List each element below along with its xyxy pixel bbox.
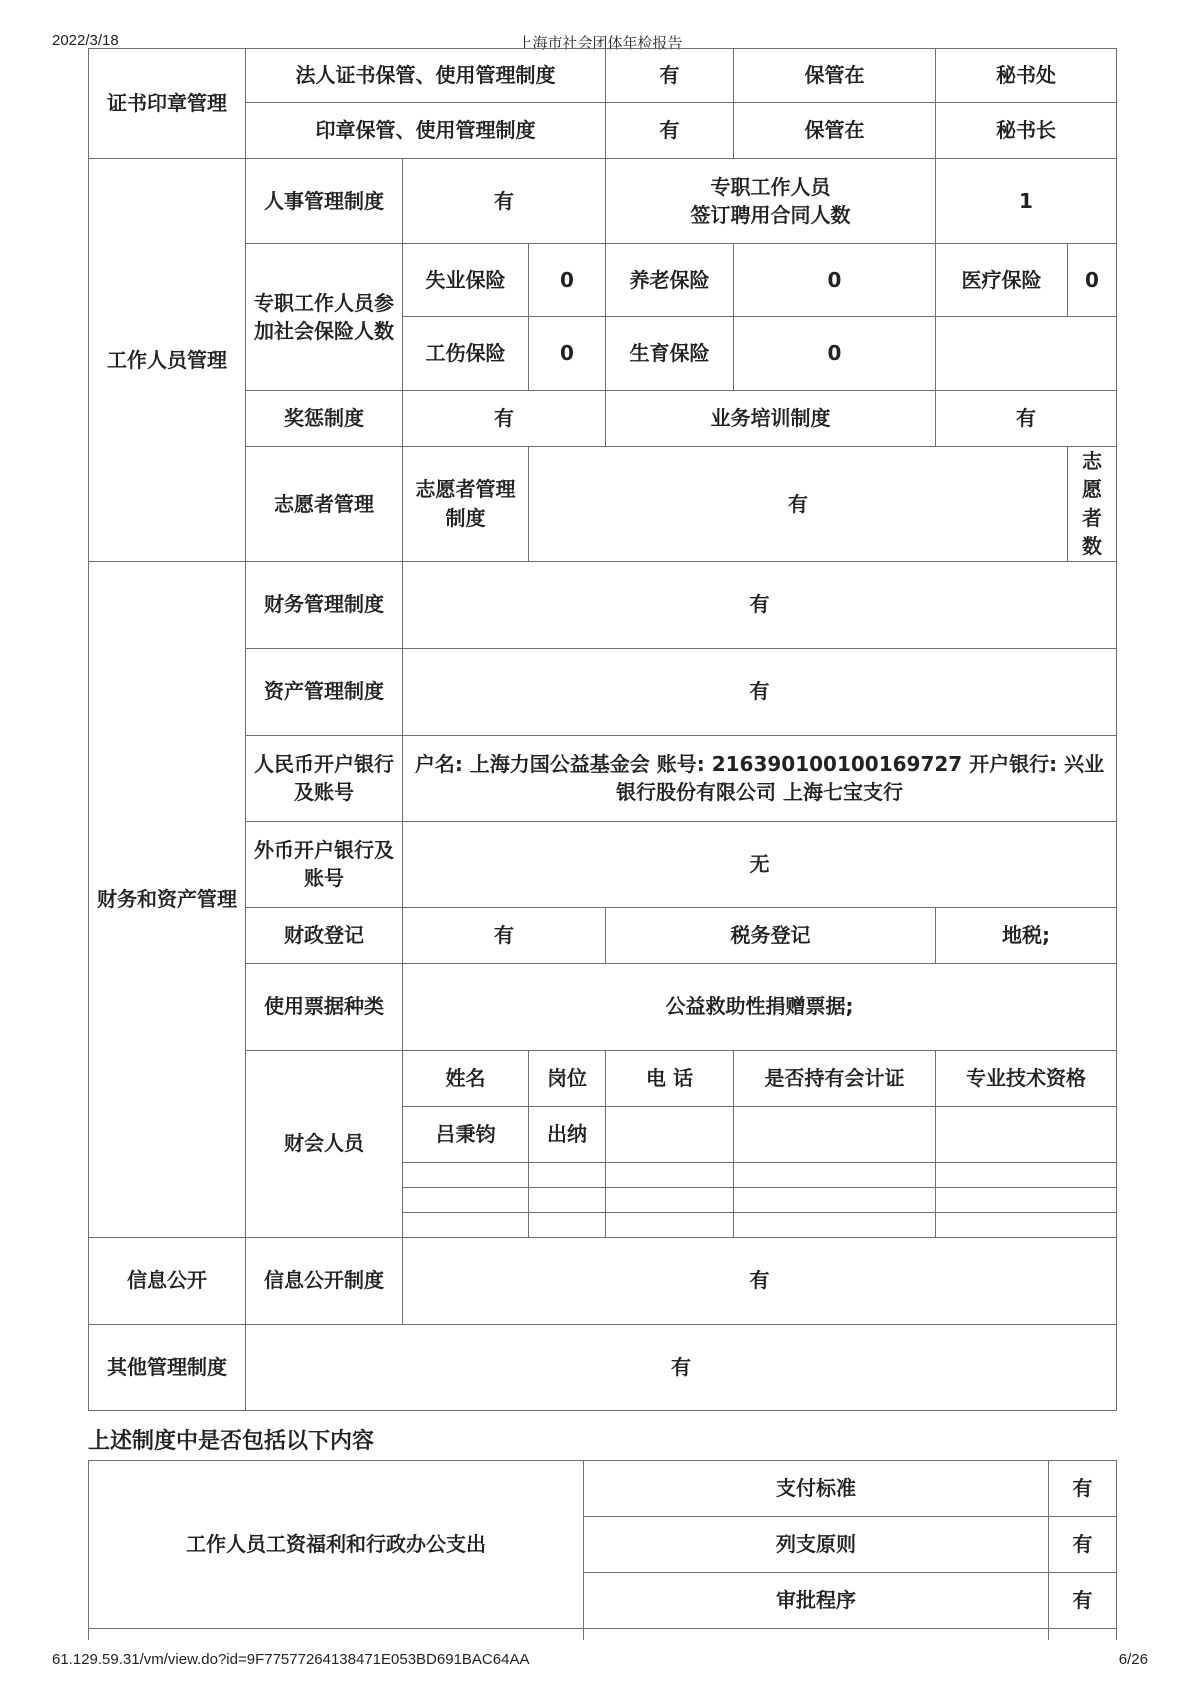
unemployment-insurance-value: 0	[529, 244, 606, 317]
receipt-type-value: 公益救助性捐赠票据;	[403, 963, 1117, 1050]
page-url: 61.129.59.31/vm/view.do?id=9F77577264138471E053BD691BAC64AA	[52, 1651, 530, 1668]
seal-keeper-cert: 秘书处	[936, 49, 1117, 103]
tax-registration-value: 地税;	[936, 907, 1117, 963]
contract-count-value: 1	[936, 159, 1117, 244]
payment-standard-label: 支付标准	[584, 1461, 1049, 1517]
staff-category: 工作人员管理	[89, 159, 246, 562]
disclosure-system-label: 信息公开制度	[246, 1237, 403, 1324]
accountant-label: 财会人员	[246, 1050, 403, 1237]
maternity-insurance-label: 生育保险	[606, 317, 734, 391]
empty-cell	[606, 1212, 734, 1237]
reward-system-label: 奖惩制度	[246, 391, 403, 447]
seal-item-cert: 法人证书保管、使用管理制度	[246, 49, 606, 103]
empty-cell	[606, 1187, 734, 1212]
asset-system-value: 有	[403, 648, 1117, 735]
empty-cell	[529, 1162, 606, 1187]
rmb-account-label: 人民币开户银行及账号	[246, 735, 403, 821]
disclosure-system-value: 有	[403, 1237, 1117, 1324]
contract-count-label	[606, 159, 936, 244]
unemployment-insurance-label: 失业保险	[403, 244, 529, 317]
management-table	[88, 48, 1117, 1411]
asset-system-label: 资产管理制度	[246, 648, 403, 735]
training-system-label: 业务培训制度	[606, 391, 936, 447]
volunteer-system-label: 志愿者管理制度	[403, 447, 529, 562]
accountant-header-qualification: 专业技术资格	[936, 1050, 1117, 1106]
approval-procedure-value: 有	[1049, 1573, 1117, 1629]
fx-account-value: 无	[403, 821, 1117, 907]
empty-cell	[606, 1162, 734, 1187]
empty-cell	[403, 1162, 529, 1187]
payment-standard-value: 有	[1049, 1461, 1117, 1517]
rmb-account-value: 户名: 上海力国公益基金会 账号: 216390100100169727 开户银行: 兴业银行股份有限公司 上海七宝支行	[403, 735, 1117, 821]
disbursement-principle-label: 列支原则	[584, 1517, 1049, 1573]
print-date: 2022/3/18	[52, 32, 119, 49]
other-system-value: 有	[246, 1324, 1117, 1410]
seal-keeper-stamp: 秘书长	[936, 103, 1117, 159]
empty-cell	[936, 1212, 1117, 1237]
accountant-name: 吕秉钧	[403, 1106, 529, 1162]
pension-insurance-label: 养老保险	[606, 244, 734, 317]
section-title: 上述制度中是否包括以下内容	[88, 1429, 375, 1454]
medical-insurance-label: 医疗保险	[936, 244, 1068, 317]
contract-count-label-line1: 专职工作人员	[710, 174, 831, 199]
page-bottom-margin	[0, 1640, 1200, 1698]
tax-registration-label: 税务登记	[606, 907, 936, 963]
fiscal-registration-label: 财政登记	[246, 907, 403, 963]
accountant-post: 出纳	[529, 1106, 606, 1162]
empty-cell	[734, 1187, 936, 1212]
empty-cell	[936, 1162, 1117, 1187]
seal-has-stamp: 有	[606, 103, 734, 159]
page-number: 6/26	[1118, 1651, 1148, 1668]
empty-cell	[403, 1212, 529, 1237]
approval-procedure-label: 审批程序	[584, 1573, 1049, 1629]
empty-cell	[936, 317, 1117, 391]
accountant-certificate	[734, 1106, 936, 1162]
disbursement-principle-value: 有	[1049, 1517, 1117, 1573]
fx-account-label: 外币开户银行及账号	[246, 821, 403, 907]
other-system-category: 其他管理制度	[89, 1324, 246, 1410]
empty-cell	[529, 1187, 606, 1212]
seal-status-stamp: 保管在	[734, 103, 936, 159]
receipt-type-label: 使用票据种类	[246, 963, 403, 1050]
volunteer-system-value: 有	[529, 447, 1068, 562]
seal-category: 证书印章管理	[89, 49, 246, 159]
empty-cell	[936, 1187, 1117, 1212]
hr-system-value: 有	[403, 159, 606, 244]
contents-table	[88, 1460, 1117, 1669]
empty-cell	[529, 1212, 606, 1237]
accountant-header-phone: 电 话	[606, 1050, 734, 1106]
reward-system-value: 有	[403, 391, 606, 447]
injury-insurance-value: 0	[529, 317, 606, 391]
expense-group-label: 工作人员工资福利和行政办公支出	[89, 1461, 584, 1629]
finance-system-value: 有	[403, 561, 1117, 648]
contract-count-label-line2: 签订聘用合同人数	[690, 203, 851, 227]
finance-system-label: 财务管理制度	[246, 561, 403, 648]
accountant-header-post: 岗位	[529, 1050, 606, 1106]
accountant-header-certificate: 是否持有会计证	[734, 1050, 936, 1106]
seal-has-cert: 有	[606, 49, 734, 103]
volunteer-count-label: 志愿者数	[1068, 447, 1117, 562]
pension-insurance-value: 0	[734, 244, 936, 317]
accountant-header-name: 姓名	[403, 1050, 529, 1106]
medical-insurance-value: 0	[1068, 244, 1117, 317]
injury-insurance-label: 工伤保险	[403, 317, 529, 391]
disclosure-category: 信息公开	[89, 1237, 246, 1324]
finance-category: 财务和资产管理	[89, 561, 246, 1237]
fiscal-registration-value: 有	[403, 907, 606, 963]
social-insurance-label: 专职工作人员参加社会保险人数	[246, 244, 403, 391]
maternity-insurance-value: 0	[734, 317, 936, 391]
seal-item-stamp: 印章保管、使用管理制度	[246, 103, 606, 159]
seal-status-cert: 保管在	[734, 49, 936, 103]
accountant-phone	[606, 1106, 734, 1162]
hr-system-label: 人事管理制度	[246, 159, 403, 244]
empty-cell	[403, 1187, 529, 1212]
training-system-value: 有	[936, 391, 1117, 447]
volunteer-category: 志愿者管理	[246, 447, 403, 562]
accountant-qualification	[936, 1106, 1117, 1162]
empty-cell	[734, 1162, 936, 1187]
report-header-title: 上海市社会团体年检报告	[517, 35, 683, 52]
empty-cell	[734, 1212, 936, 1237]
